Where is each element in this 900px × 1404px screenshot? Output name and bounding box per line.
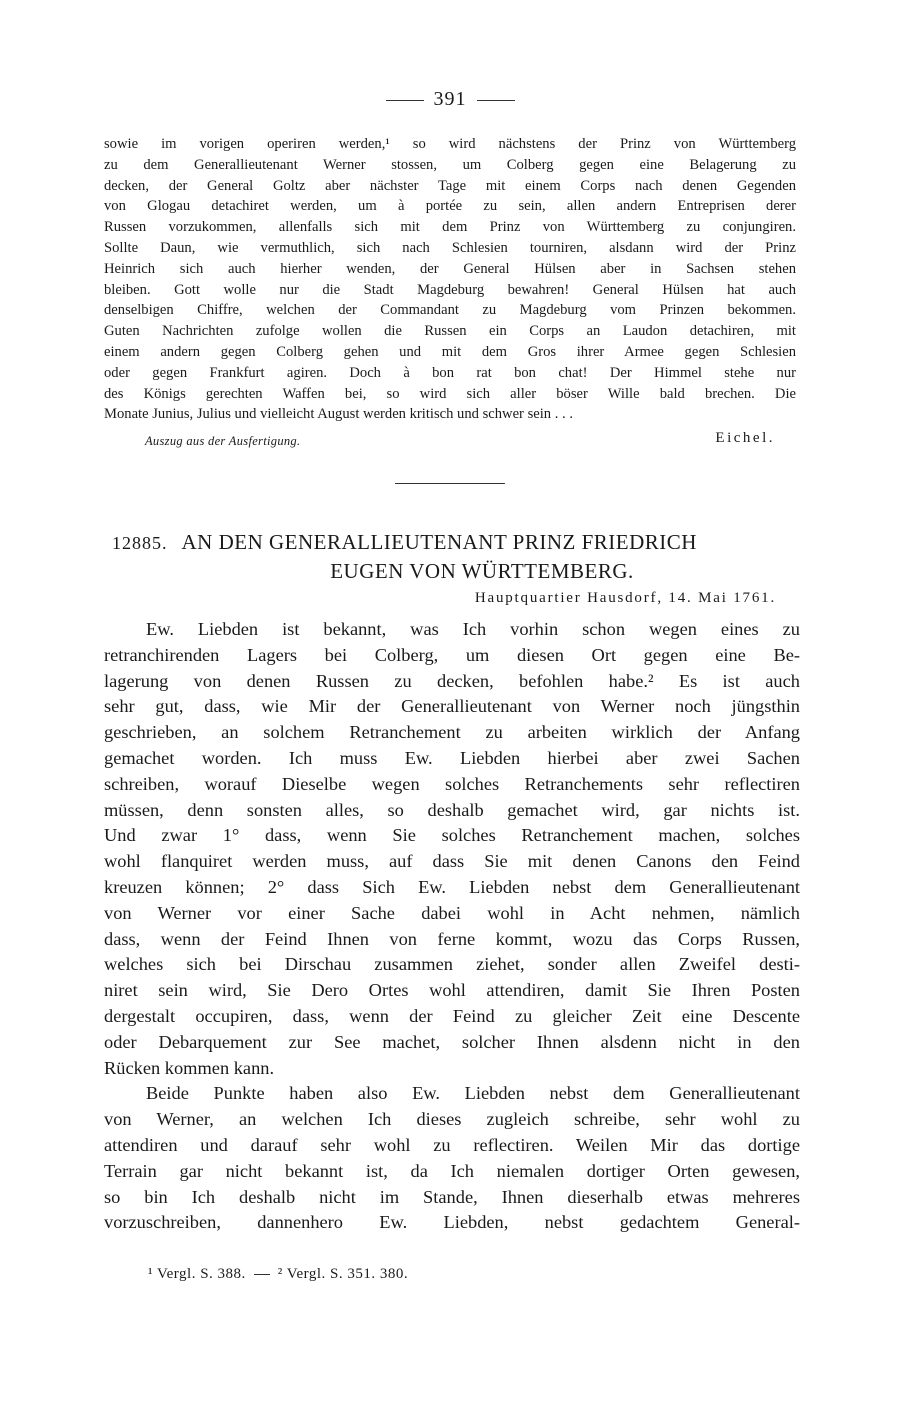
text-line: Monate Junius, Julius und vielleicht August werden kritisch und schwer sein . . .: [104, 406, 573, 423]
text-line: denselbigen Chiffre, welchen der Commandant zu Magdeburg vom Prinzen bekommen.: [104, 302, 796, 319]
body-line: so bin Ich deshalb nicht im Stande, Ihnen dieserhalb etwas mehreres: [104, 1186, 800, 1207]
body-line: gemachet worden. Ich muss Ew. Liebden hierbei aber zwei Sachen: [104, 747, 800, 768]
body-line: welches sich bei Dirschau zusammen ziehet, sonder allen Zweifel desti-: [104, 954, 800, 975]
signature: Eichel.: [715, 430, 775, 446]
letter-title-line-2: EUGEN VON WÜRTTEMBERG.: [330, 559, 634, 583]
text-line: Guten Nachrichten zufolge wollen die Russen ein Corps an Laudon detachiren, mit: [104, 323, 796, 340]
body-line: Terrain gar nicht bekannt ist, da Ich niemalen dortiger Orten gewesen,: [104, 1160, 800, 1181]
text-line: decken, der General Goltz aber nächster Tage mit einem Corps nach denen Gegenden: [104, 177, 796, 194]
body-line: müssen, denn sonsten alles, so deshalb gemachet wird, gar nichts ist.: [104, 799, 800, 820]
body-line: attendiren und darauf sehr wohl zu reflectiren. Weilen Mir das dortige: [104, 1134, 800, 1155]
body-line: dass, wenn der Feind Ihnen von ferne kommt, wozu das Corps Russen,: [104, 928, 800, 949]
body-line: Beide Punkte haben also Ew. Liebden nebst dem Generallieutenant: [146, 1083, 800, 1104]
body-line: kreuzen können; 2° dass Sich Ew. Liebden nebst dem Generallieutenant: [104, 876, 800, 897]
body-line: Und zwar 1° dass, wenn Sie solches Retranchement machen, solches: [104, 825, 800, 846]
letter-title-line-1: [112, 528, 792, 557]
text-line: oder gegen Frankfurt agiren. Doch à bon rat bon chat! Der Himmel stehe nur: [104, 364, 796, 381]
section-divider: [395, 483, 505, 484]
body-line: niret sein wird, Sie Dero Ortes wohl attendiren, damit Sie Ihren Posten: [104, 980, 800, 1001]
text-line: des Königs gerechten Waffen bei, so wird sich aller böser Wille bald brechen. Die: [104, 385, 796, 402]
footnote-2: ² Vergl. S. 351. 380.: [277, 1266, 409, 1282]
body-line: Rücken kommen kann.: [104, 1057, 275, 1078]
page-header: [0, 88, 900, 111]
letter-number: 12885.: [112, 533, 168, 553]
text-line: Sollte Daun, wie vermuthlich, sich nach Schlesien tourniren, alsdann wird der Prinz: [104, 239, 796, 256]
body-line: sehr gut, dass, wie Mir der Generallieutenant von Werner noch jüngsthin: [104, 696, 800, 717]
text-line: sowie im vorigen operiren werden,¹ so wird nächstens der Prinz von Württemberg: [104, 136, 796, 152]
text-line: einem andern gegen Colberg gehen und mit dem Gros ihrer Armee gegen Schlesien: [104, 343, 796, 360]
header-dash-left: [386, 100, 424, 101]
footnote-separator: [254, 1274, 270, 1275]
body-line: schreiben, worauf Dieselbe wegen solches Retranchements sehr reflectiren: [104, 773, 800, 794]
page-number: 391: [433, 88, 467, 110]
letter-body: [104, 617, 800, 1236]
signature-row: [145, 430, 775, 452]
continuation-text: [104, 134, 796, 425]
text-line: von Glogau detachiret werden, um à portée zu sein, allen andern Entreprisen derer: [104, 198, 796, 215]
body-line: retranchirenden Lagers bei Colberg, um diesen Ort gegen eine Be-: [104, 644, 800, 665]
body-line: oder Debarquement zur See machet, solcher Ihnen alsdenn nicht in den: [104, 1031, 800, 1052]
letter-heading: [112, 528, 792, 585]
body-line: von Werner, an welchen Ich dieses zugleich schreibe, sehr wohl zu: [104, 1109, 800, 1130]
source-note: Auszug aus der Ausfertigung.: [145, 434, 301, 448]
text-line: Heinrich sich auch hierher wenden, der General Hülsen aber in Sachsen stehen: [104, 260, 796, 277]
letter-title-text-1: AN DEN GENERALLIEUTENANT PRINZ FRIEDRICH: [181, 530, 697, 554]
body-line: vorzuschreiben, dannenhero Ew. Liebden, nebst gedachtem General-: [104, 1212, 800, 1233]
body-line: dergestalt occupiren, dass, wenn der Feind zu gleicher Zeit eine Descente: [104, 1005, 800, 1026]
header-dash-right: [477, 100, 515, 101]
footnotes: [148, 1266, 408, 1283]
dateline: Hauptquartier Hausdorf, 14. Mai 1761.: [474, 590, 776, 606]
body-line: wohl flanquiret werden muss, auf dass Sie mit denen Canons den Feind: [104, 851, 800, 872]
footnote-1: ¹ Vergl. S. 388.: [148, 1266, 246, 1282]
body-line: von Werner vor einer Sache dabei wohl in Acht nehmen, nämlich: [104, 902, 800, 923]
body-line: lagerung von denen Russen zu decken, befohlen habe.² Es ist auch: [104, 670, 800, 691]
body-line: Ew. Liebden ist bekannt, was Ich vorhin schon wegen eines zu: [146, 619, 800, 639]
text-line: Russen vorzukommen, allenfalls sich mit dem Prinz von Württemberg zu conjungiren.: [104, 219, 796, 236]
text-line: bleiben. Gott wolle nur die Stadt Magdeburg bewahren! General Hülsen hat auch: [104, 281, 796, 298]
body-line: geschrieben, an solchem Retranchement zu arbeiten wirklich der Anfang: [104, 722, 800, 743]
text-line: zu dem Generallieutenant Werner stossen, um Colberg gegen eine Belagerung zu: [104, 156, 796, 173]
